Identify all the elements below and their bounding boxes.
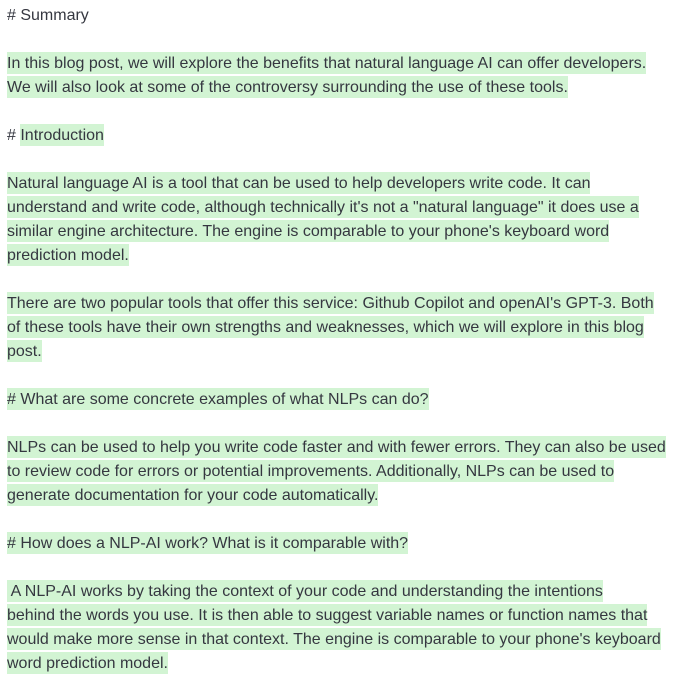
text-line (7, 244, 697, 268)
text-line (7, 52, 697, 76)
text-line (7, 532, 697, 556)
text-line (7, 76, 697, 100)
highlighted-text: post. (7, 340, 42, 362)
blank-line (7, 508, 697, 532)
highlighted-text: Introduction (20, 124, 104, 146)
text-line (7, 460, 697, 484)
highlighted-text: behind the words you use. It is then able to suggest variable names or function names that (7, 604, 647, 626)
text-line (7, 316, 697, 340)
blank-line (7, 556, 697, 580)
highlighted-text: A NLP-AI works by taking the context of your code and understanding the intentions (7, 580, 603, 602)
blank-line (7, 100, 697, 124)
highlighted-text: We will also look at some of the controversy surrounding the use of these tools. (7, 76, 568, 98)
plain-text: # (7, 127, 21, 144)
text-line (7, 484, 697, 508)
text-line (7, 628, 697, 652)
highlighted-text: of these tools have their own strengths and weaknesses, which we will explore in this blog (7, 316, 644, 338)
highlighted-text: # How does a NLP-AI work? What is it comparable with? (7, 532, 408, 554)
blank-line (7, 412, 697, 436)
text-line (7, 652, 697, 676)
blank-line (7, 268, 697, 292)
highlighted-text: word prediction model. (7, 652, 168, 674)
highlighted-text: similar engine architecture. The engine is comparable to your phone's keyboard word (7, 220, 609, 242)
highlighted-text: In this blog post, we will explore the benefits that natural language AI can offer developers. (7, 52, 646, 74)
highlighted-text: # What are some concrete examples of what NLPs can do? (7, 388, 429, 410)
text-line (7, 436, 697, 460)
text-line (7, 388, 697, 412)
text-line (7, 4, 697, 28)
highlighted-text: understand and write code, although technically it's not a "natural language" it does use a (7, 196, 639, 218)
highlighted-text: Natural language AI is a tool that can be used to help developers write code. It can (7, 172, 590, 194)
blank-line (7, 28, 697, 52)
text-line (7, 172, 697, 196)
highlighted-text: prediction model. (7, 244, 129, 266)
plain-text: # Summary (7, 7, 89, 24)
text-line (7, 580, 697, 604)
blank-line (7, 364, 697, 388)
text-line (7, 124, 697, 148)
highlighted-text: NLPs can be used to help you write code faster and with fewer errors. They can also be used (7, 436, 666, 458)
highlighted-text: generate documentation for your code automatically. (7, 484, 378, 506)
text-line (7, 340, 697, 364)
text-line (7, 196, 697, 220)
highlighted-text: to review code for errors or potential improvements. Additionally, NLPs can be used to (7, 460, 614, 482)
text-line (7, 220, 697, 244)
text-line (7, 604, 697, 628)
highlighted-text: There are two popular tools that offer this service: Github Copilot and openAI's GPT-3. Both (7, 292, 654, 314)
text-line (7, 292, 697, 316)
highlighted-text: would make more sense in that context. The engine is comparable to your phone's keyboard (7, 628, 661, 650)
blank-line (7, 148, 697, 172)
